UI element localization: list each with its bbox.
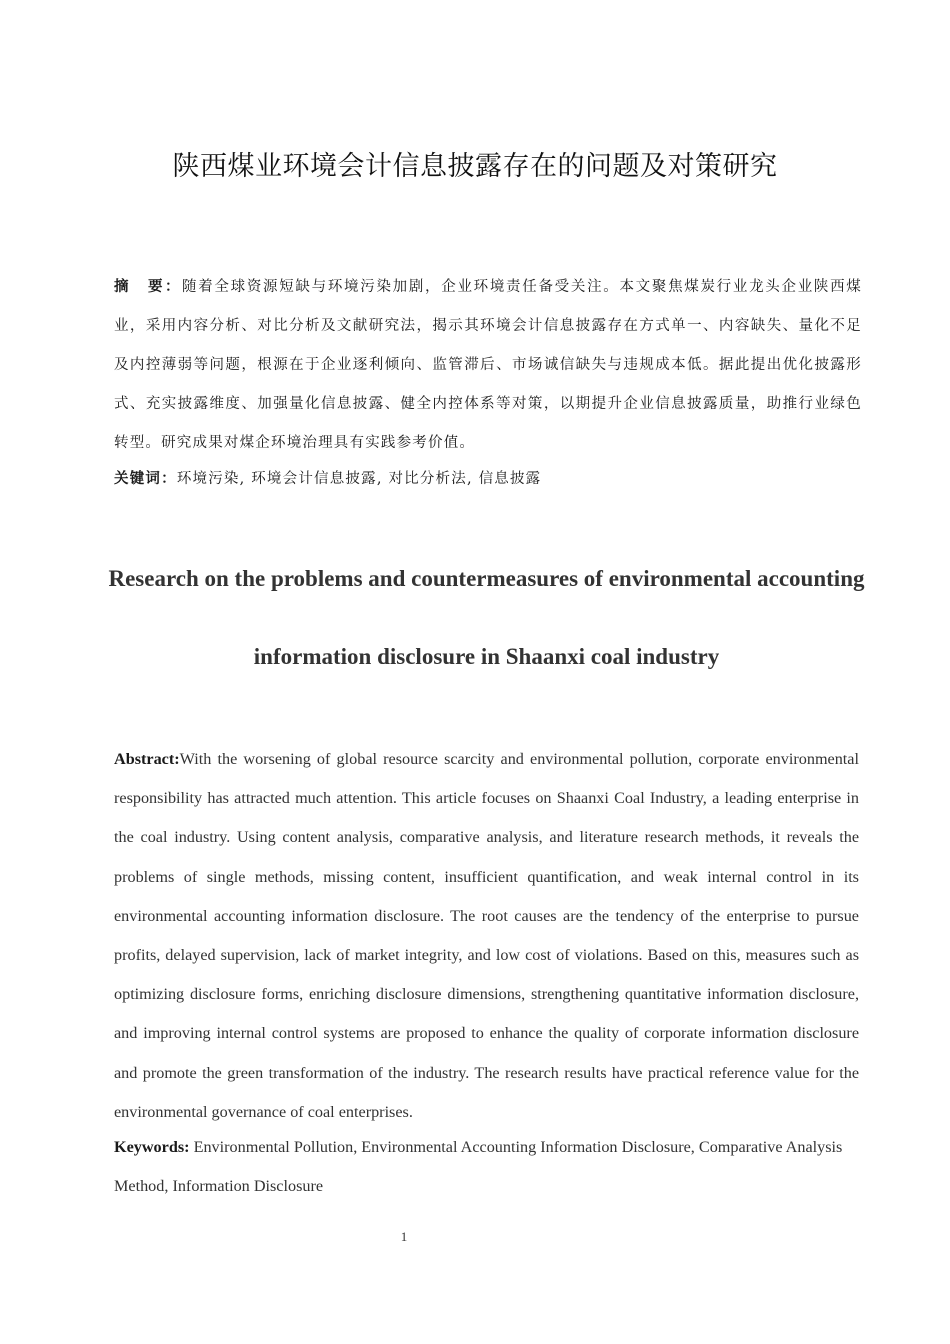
english-keywords: [114, 1128, 859, 1206]
chinese-keywords: [114, 465, 862, 493]
chinese-abstract-text: 随着全球资源短缺与环境污染加剧，企业环境责任备受关注。本文聚焦煤炭行业龙头企业陕西煤业，采用内容分析、对比分析及文献研究法，揭示其环境会计信息披露存在方式单一、内容缺失、量化不足及内控薄弱等问题，根源在于企业逐利倾向、监管滞后、市场诚信缺失与违规成本低。据此提出优化披露形式、充实披露维度、加强量化信息披露、健全内控体系等对策，以期提升企业信息披露质量，助推行业绿色转型。研究成果对煤企环境治理具有实践参考价值。: [114, 279, 862, 451]
english-keywords-text: Environmental Pollution, Environmental Accounting Information Disclosure, Comparative Analysis Method, Information Disclosure: [114, 1138, 843, 1195]
chinese-keywords-text: 环境污染, 环境会计信息披露, 对比分析法, 信息披露: [176, 471, 542, 487]
page-number: 1: [400, 1229, 408, 1244]
chinese-abstract: [114, 267, 862, 463]
english-title: Research on the problems and countermeasures of environmental accounting information disclosure in Shaanxi coal industry: [108, 566, 865, 669]
english-keywords-label: Keywords:: [114, 1138, 190, 1156]
chinese-title: 陕西煤业环境会计信息披露存在的问题及对策研究: [172, 151, 778, 182]
chinese-keywords-label: 关键词：: [114, 470, 177, 487]
english-abstract: [114, 740, 859, 1132]
chinese-abstract-label: 摘 要：: [114, 278, 183, 295]
english-abstract-text: With the worsening of global resource scarcity and environmental pollution, corporate environmental responsibility has attracted much attention. This article focuses on Shaanxi Coal Industry, a leading enterprise in the coal industry. Using content analysis, comparative analysis, and literature research methods, it reveals the problems of single methods, missing content, insufficient quantification, and weak internal control in its environmental accounting information disclosure. The root causes are the tendency of the enterprise to pursue profits, delayed supervision, lack of market integrity, and low cost of violations. Based on this, measures such as optimizing disclosure forms, enriching disclosure dimensions, strengthening quantitative information disclosure, and improving internal control systems are proposed to enhance the quality of corporate information disclosure and promote the green transformation of the industry. The research results have practical reference value for the environmental governance of coal enterprises.: [114, 750, 859, 1121]
english-abstract-label: Abstract:: [114, 750, 180, 768]
